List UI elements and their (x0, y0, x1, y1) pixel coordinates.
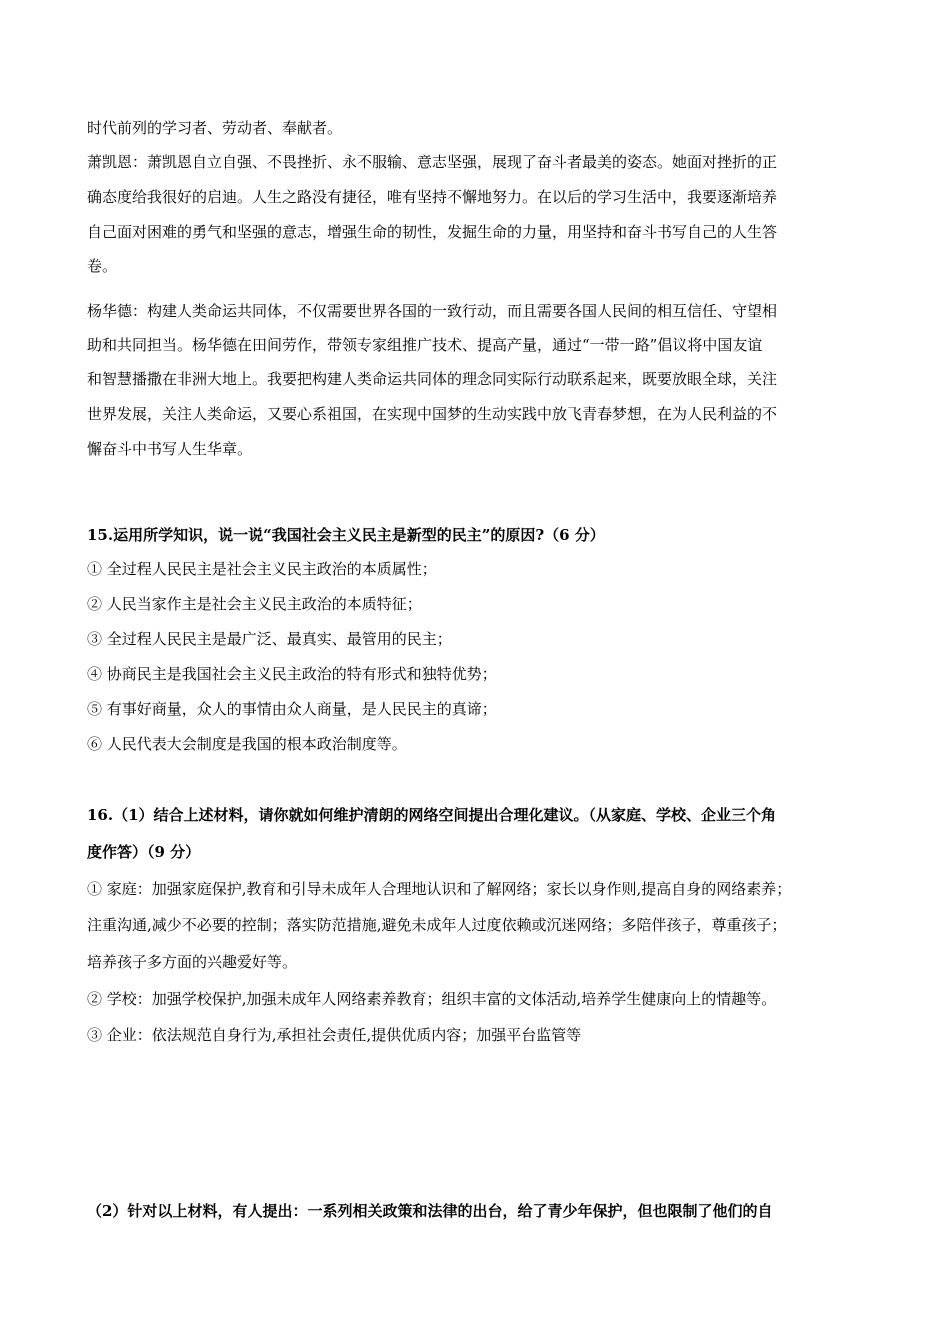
question-16-1-title-cont: 度作答）（9 分） (87, 843, 201, 861)
answer-item: ② 学校：加强学校保护,加强未成年人网络素养教育；组织丰富的文体活动,培养学生健康向上的情趣等。 (87, 990, 777, 1008)
question-15-title: 15.运用所学知识，说一说“我国社会主义民主是新型的民主”的原因?（6 分） (87, 526, 605, 544)
answer-item: 注重沟通,减少不必要的控制；落实防范措施,避免未成年人过度依赖或沉迷网络；多陪伴孩子，尊重孩子； (87, 916, 787, 934)
answer-item: ③ 全过程人民民主是最广泛、最真实、最管用的民主； (87, 630, 452, 648)
answer-item: ④ 协商民主是我国社会主义民主政治的特有形式和独特优势； (87, 665, 497, 683)
paragraph-line: 懈奋斗中书写人生华章。 (87, 440, 253, 458)
answer-item: ⑥ 人民代表大会制度是我国的根本政治制度等。 (87, 735, 407, 753)
paragraph-line: 确态度给我很好的启迪。人生之路没有捷径，唯有坚持不懈地努力。在以后的学习生活中，我要逐渐培养 (87, 188, 778, 206)
paragraph-line: 萧凯恩：萧凯恩自立自强、不畏挫折、永不服输、意志坚强，展现了奋斗者最美的姿态。她面对挫折的正 (87, 153, 778, 171)
answer-item: ⑤ 有事好商量，众人的事情由众人商量，是人民民主的真谛； (87, 700, 497, 718)
paragraph-line: 杨华德：构建人类命运共同体，不仅需要世界各国的一致行动，而且需要各国人民间的相互信任、守望相 (87, 302, 778, 320)
answer-item: ③ 企业：依法规范自身行为,承担社会责任,提供优质内容；加强平台监管等 (87, 1026, 582, 1044)
answer-item: ① 家庭：加强家庭保护,教育和引导未成年人合理地认识和了解网络；家长以身作则,提高自身的网络素养； (87, 880, 792, 898)
answer-item: ② 人民当家作主是社会主义民主政治的本质特征； (87, 595, 422, 613)
answer-item: ① 全过程人民民主是社会主义民主政治的本质属性； (87, 560, 437, 578)
paragraph-line: 卷。 (87, 257, 118, 275)
paragraph-line: 世界发展，关注人类命运，又要心系祖国，在实现中国梦的生动实践中放飞青春梦想，在为人民利益的不 (87, 405, 778, 423)
paragraph-line: 时代前列的学习者、劳动者、奉献者。 (87, 119, 343, 137)
question-16-2-title: （2）针对以上材料，有人提出：一系列相关政策和法律的出台，给了青少年保护，但也限制了他们的自 (87, 1202, 773, 1220)
answer-item: 培养孩子多方面的兴趣爱好等。 (87, 953, 298, 971)
question-16-1-title: 16.（1）结合上述材料，请你就如何维护清朗的网络空间提出合理化建议。（从家庭、学校、企业三个角 (87, 806, 777, 824)
paragraph-line: 和智慧播撒在非洲大地上。我要把构建人类命运共同体的理念同实际行动联系起来，既要放眼全球，关注 (87, 370, 778, 388)
paragraph-line: 自己面对困难的勇气和坚强的意志，增强生命的韧性，发掘生命的力量，用坚持和奋斗书写自己的人生答 (87, 223, 778, 241)
paragraph-line: 助和共同担当。杨华德在田间劳作，带领专家组推广技术、提高产量，通过“一带一路”倡议将中国友谊 (87, 336, 763, 354)
